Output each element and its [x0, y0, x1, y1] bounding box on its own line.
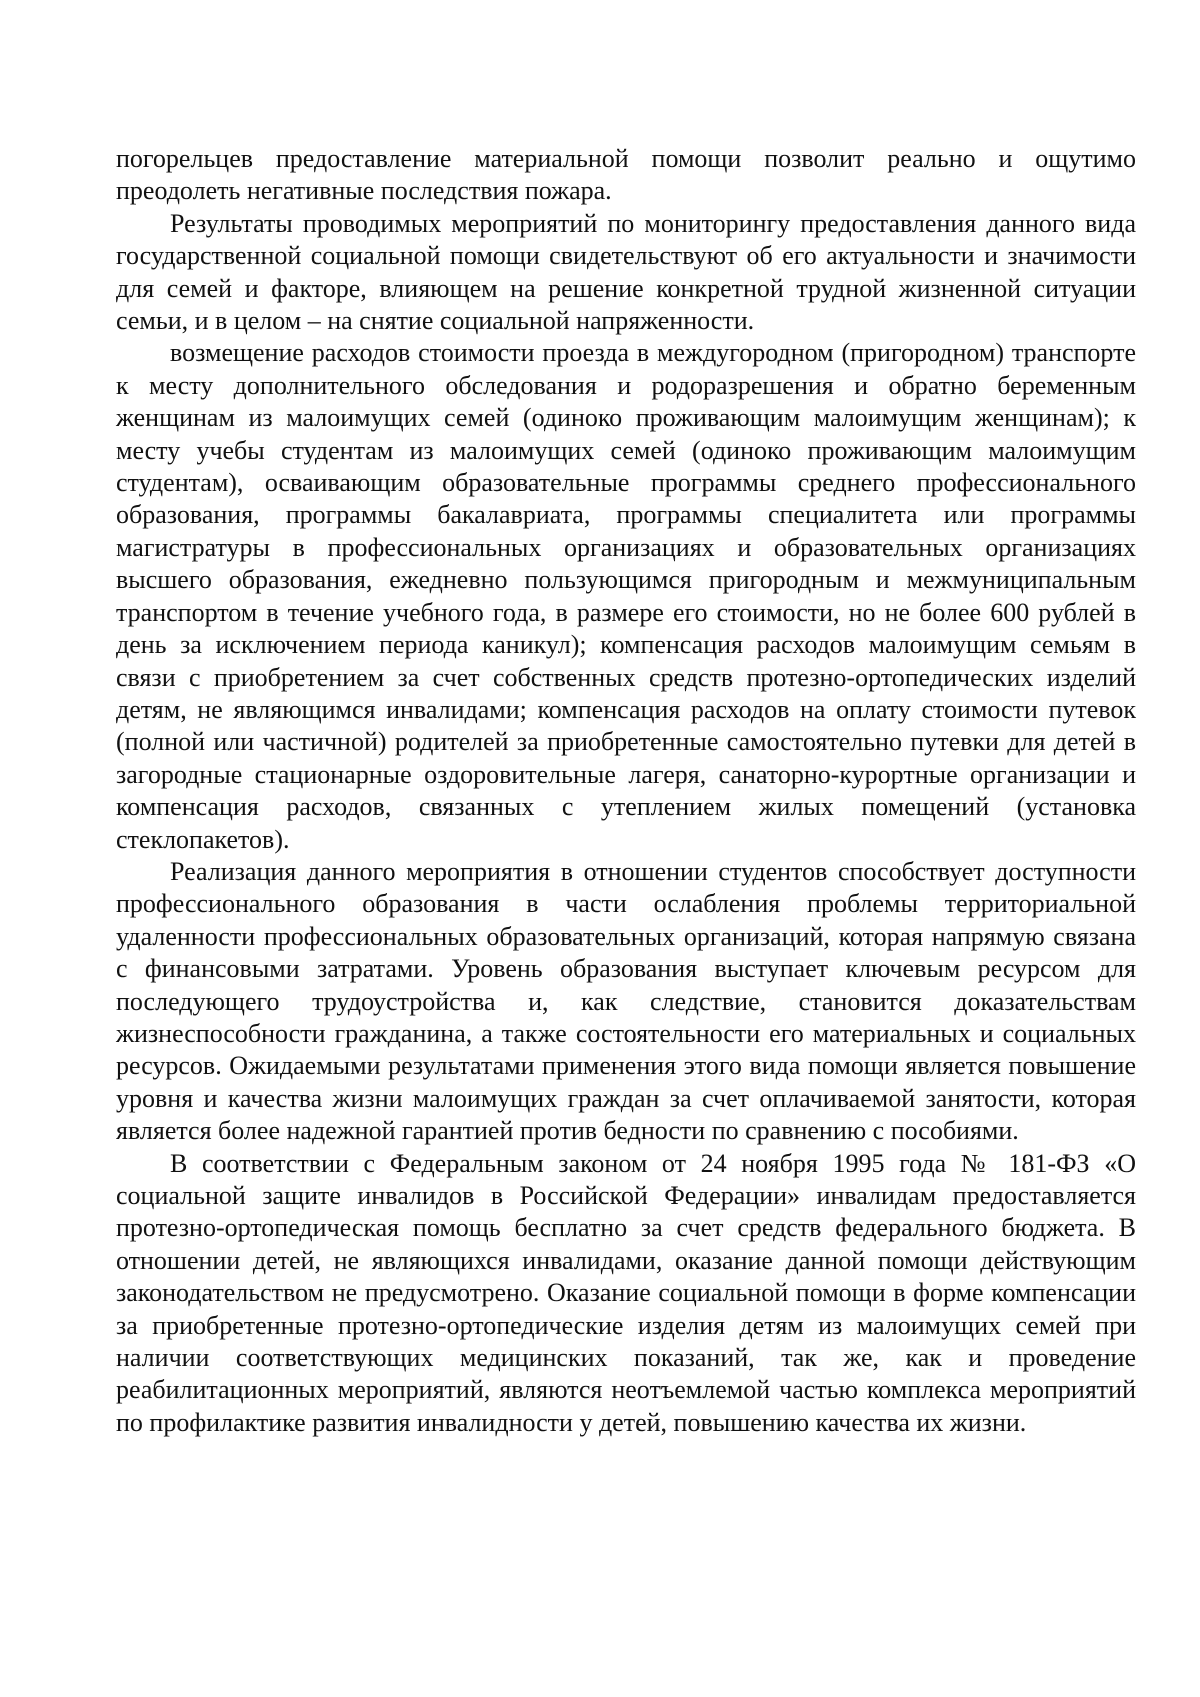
document-page [116, 143, 1136, 1439]
paragraph-monitoring-results: Результаты проводимых мероприятий по мониторингу предоставления данного вида государственной социальной помощи свидетельствуют об его актуальности и значимости для семей и факторе, влияющем на решение конкретной трудной жизненной ситуации семьи, и в целом – на снятие социальной напряженности. [116, 208, 1136, 336]
paragraph-continuation: погорельцев предоставление материальной помощи позволит реально и ощутимо преодолеть негативные последствия пожара. [116, 144, 1136, 206]
paragraph-students-education: Реализация данного мероприятия в отношении студентов способствует доступности профессионального образования в части ослабления проблемы территориальной удаленности профессиональных образовательных организаций, которая напрямую связана с финансовыми затратами. Уровень образования выступает ключевым ресурсом для последующего трудоустройства и, как следствие, становится доказательствам жизнеспособности гражданина, а также состоятельности его материальных и социальных ресурсов. Ожидаемыми результатами применения этого вида помощи является повышение уровня и качества жизни малоимущих граждан за счет оплачиваемой занятости, которая является более надежной гарантией против бедности по сравнению с пособиями. [116, 856, 1136, 1146]
paragraph-travel-reimbursement: возмещение расходов стоимости проезда в междугородном (пригородном) транспорте к месту дополнительного обследования и родоразрешения и обратно беременным женщинам из малоимущих семей (одиноко проживающим малоимущим женщинам); к месту учебы студентам из малоимущих семей (одиноко проживающим малоимущим студентам), осваивающим образовательные программы среднего профессионального образования, программы бакалавриата, программы специалитета или программы магистратуры в профессиональных организациях и образовательных организациях высшего образования, ежедневно пользующимся пригородным и межмуниципальным транспортом в течение учебного года, в размере его стоимости, но не более 600 рублей в день за исключением периода каникул); компенсация расходов малоимущим семьям в связи с приобретением за счет собственных средств протезно-ортопедических изделий детям, не являющимся инвалидами; компенсация расходов на оплату стоимости путевок (полной или частичной) родителей за приобретенные самостоятельно путевки для детей в загородные стационарные оздоровительные лагеря, санаторно-курортные организации и компенсация расходов, связанных с утеплением жилых помещений (установка стеклопакетов). [116, 338, 1136, 854]
paragraph-federal-law: В соответствии с Федеральным законом от 24 ноября 1995 года № 181-ФЗ «О социальной защите инвалидов в Российской Федерации» инвалидам предоставляется протезно-ортопедическая помощь бесплатно за счет средств федерального бюджета. В отношении детей, не являющихся инвалидами, оказание данной помощи действующим законодательством не предусмотрено. Оказание социальной помощи в форме компенсации за приобретенные протезно-ортопедические изделия детям из малоимущих семей при наличии соответствующих медицинских показаний, так же, как и проведение реабилитационных мероприятий, являются неотъемлемой частью комплекса мероприятий по профилактике развития инвалидности у детей, повышению качества их жизни. [116, 1148, 1136, 1437]
